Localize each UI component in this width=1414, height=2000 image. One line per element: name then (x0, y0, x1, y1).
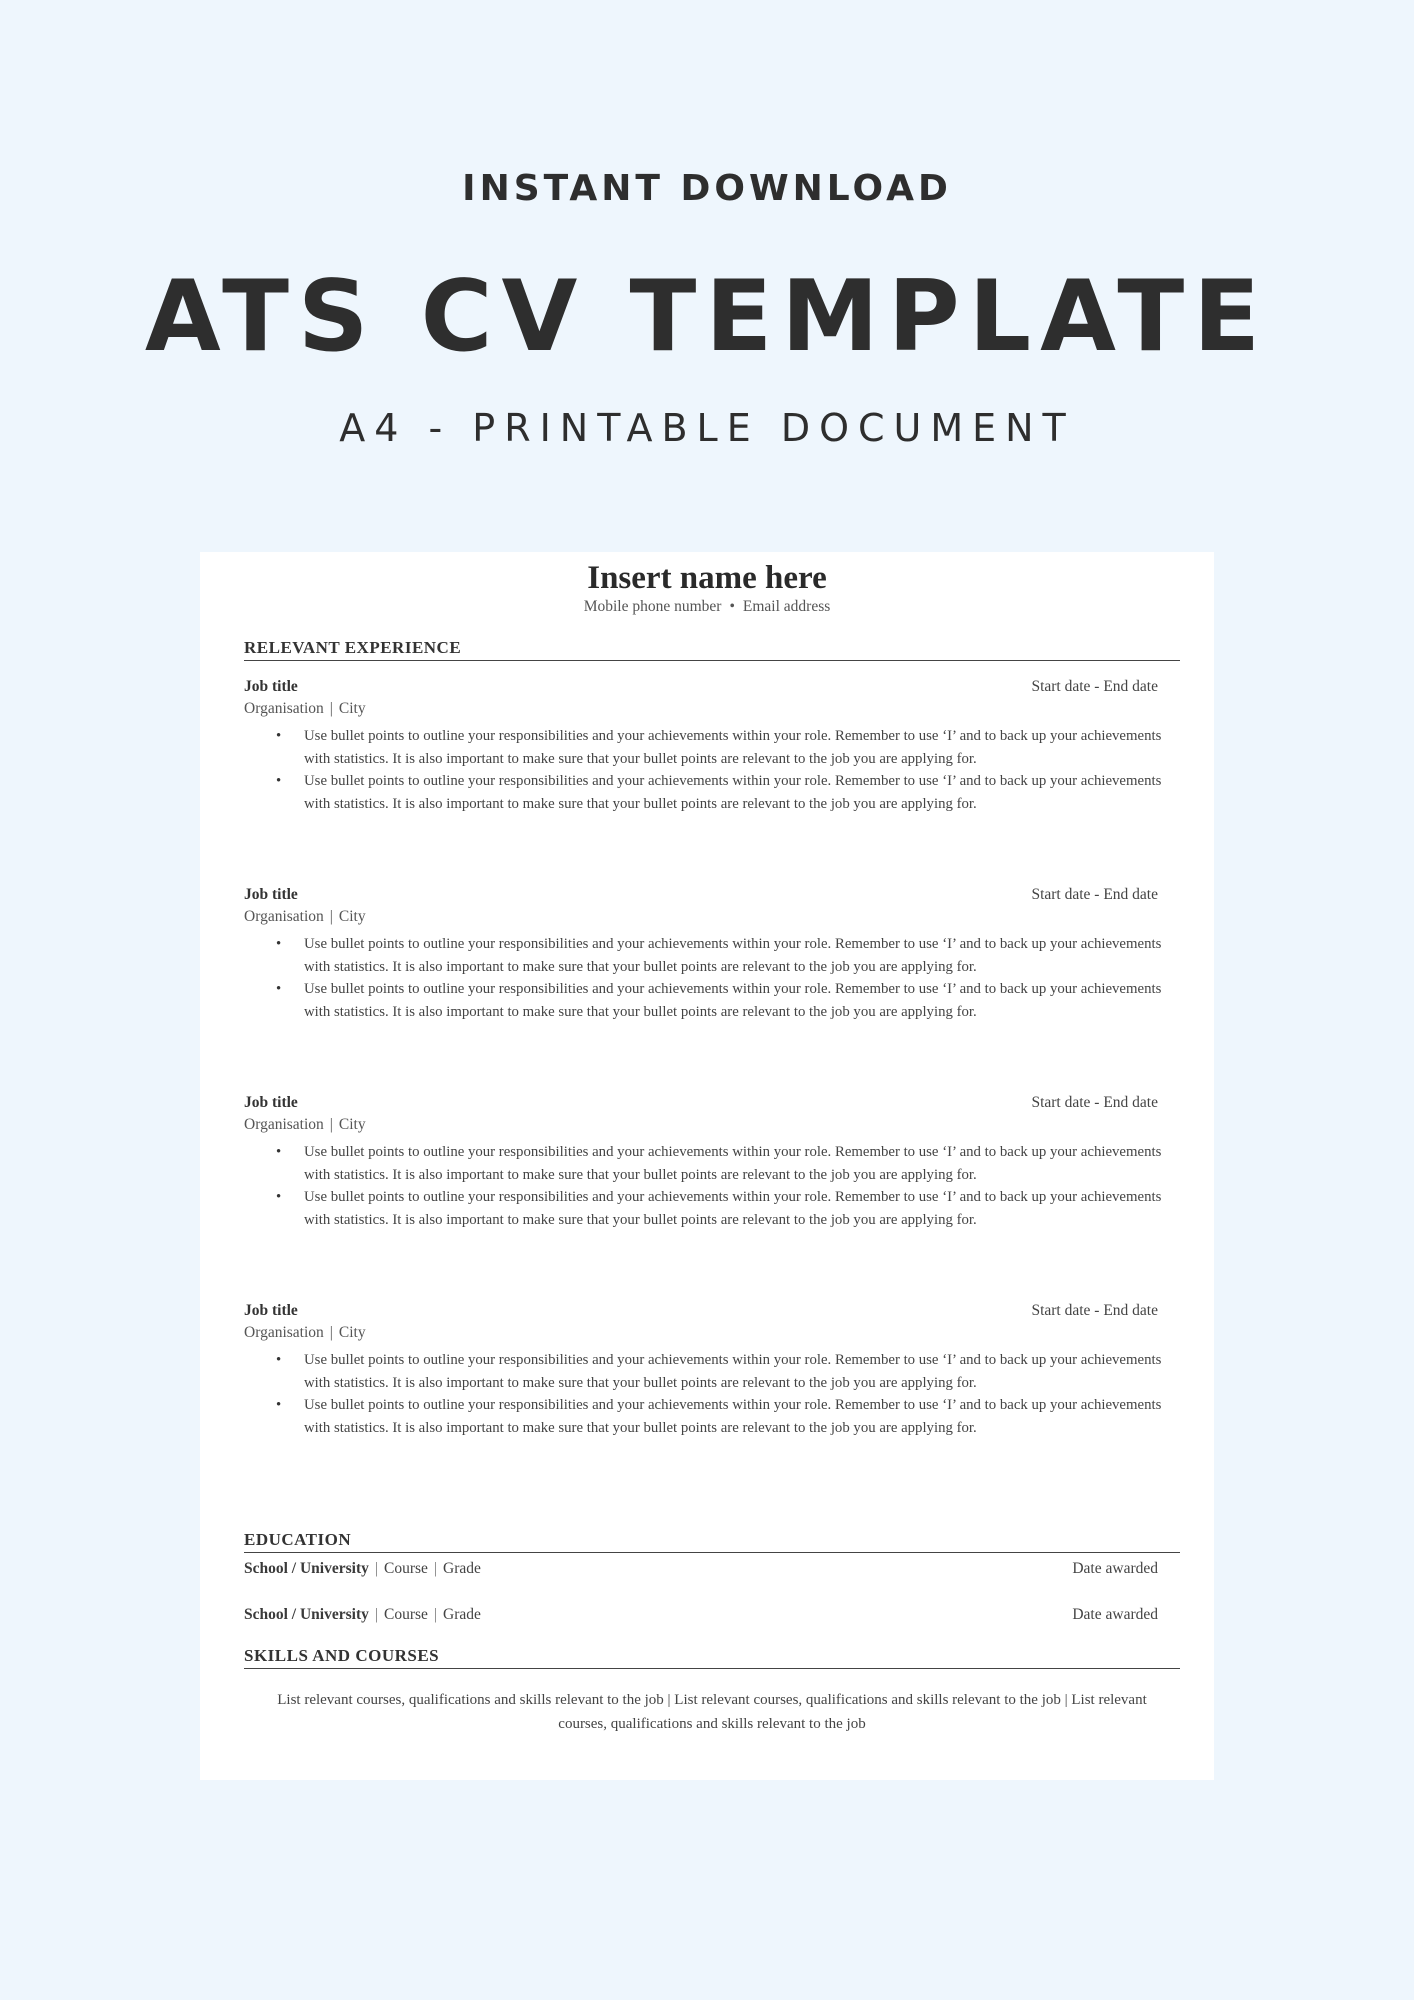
section-title-skills: SKILLS AND COURSES (244, 1646, 1180, 1669)
cv-contact-line (200, 598, 1214, 616)
education-row (244, 1560, 1180, 1578)
edu-course: Course (383, 1606, 428, 1623)
edu-date: Date awarded (1072, 1560, 1158, 1577)
job-dates: Start date - End date (1031, 1094, 1158, 1111)
job-title: Job title (244, 1302, 298, 1319)
job-bullet: • Use bullet points to outline your responsibilities and your achievements within your role. Remember to use ‘I’ and to back up your achievements with statistics. It is also important to make sure that your bullet points are relevant to the job you are applying for. (304, 1141, 1180, 1186)
job-org-separator: | (329, 1324, 333, 1341)
job-bullet: • Use bullet points to outline your responsibilities and your achievements within your role. Remember to use ‘I’ and to back up your achievements with statistics. It is also important to make sure that your bullet points are relevant to the job you are applying for. (304, 933, 1180, 978)
edu-school: School / University (244, 1560, 369, 1577)
edu-separator: | (374, 1606, 378, 1623)
cv-email: Email address (742, 598, 831, 615)
cv-contact-separator: • (729, 598, 735, 615)
job-bullets (244, 933, 1180, 1023)
promo-subtitle: A4 - PRINTABLE DOCUMENT (339, 406, 1075, 450)
job-title: Job title (244, 886, 298, 903)
edu-separator: | (433, 1560, 438, 1577)
promo-headline: ATS CV TEMPLATE (144, 260, 1270, 374)
job-city: City (338, 1324, 366, 1341)
education-row (244, 1606, 1180, 1624)
job-entry (244, 1094, 1180, 1231)
edu-date: Date awarded (1072, 1606, 1158, 1623)
job-city: City (338, 908, 366, 925)
job-organisation (244, 1324, 1180, 1342)
job-bullets (244, 1349, 1180, 1439)
job-city: City (338, 700, 366, 717)
job-org-separator: | (329, 1116, 333, 1133)
job-org-name: Organisation (244, 700, 324, 717)
skills-text: List relevant courses, qualifications and skills relevant to the job | List relevant courses, qualifications and skills relevant to the job | List relevant courses, qualifications and skills relevant to the job (277, 1692, 1147, 1732)
cv-name: Insert name here (587, 560, 827, 596)
edu-grade: Grade (443, 1606, 481, 1623)
job-dates: Start date - End date (1031, 886, 1158, 903)
job-bullets (244, 1141, 1180, 1231)
job-bullet: • Use bullet points to outline your responsibilities and your achievements within your role. Remember to use ‘I’ and to back up your achievements with statistics. It is also important to make sure that your bullet points are relevant to the job you are applying for. (304, 725, 1180, 770)
promo-kicker: INSTANT DOWNLOAD (462, 168, 952, 209)
job-org-separator: | (329, 908, 333, 925)
edu-separator: | (374, 1560, 378, 1577)
job-organisation (244, 908, 1180, 926)
edu-separator: | (433, 1606, 438, 1623)
job-bullet: • Use bullet points to outline your responsibilities and your achievements within your role. Remember to use ‘I’ and to back up your achievements with statistics. It is also important to make sure that your bullet points are relevant to the job you are applying for. (304, 1186, 1180, 1231)
job-org-name: Organisation (244, 1324, 324, 1341)
job-bullet: • Use bullet points to outline your responsibilities and your achievements within your role. Remember to use ‘I’ and to back up your achievements with statistics. It is also important to make sure that your bullet points are relevant to the job you are applying for. (304, 770, 1180, 815)
job-title: Job title (244, 1094, 298, 1111)
job-bullets (244, 725, 1180, 815)
job-dates: Start date - End date (1031, 678, 1158, 695)
job-entry (244, 678, 1180, 815)
edu-grade: Grade (443, 1560, 481, 1577)
edu-school: School / University (244, 1606, 369, 1623)
cv-phone: Mobile phone number (583, 598, 722, 615)
job-entry (244, 886, 1180, 1023)
job-organisation (244, 700, 1180, 718)
job-city: City (338, 1116, 366, 1133)
job-dates: Start date - End date (1031, 1302, 1158, 1319)
job-bullet: • Use bullet points to outline your responsibilities and your achievements within your role. Remember to use ‘I’ and to back up your achievements with statistics. It is also important to make sure that your bullet points are relevant to the job you are applying for. (304, 978, 1180, 1023)
job-org-name: Organisation (244, 908, 324, 925)
job-organisation (244, 1116, 1180, 1134)
section-title-experience: RELEVANT EXPERIENCE (244, 638, 1180, 661)
job-org-name: Organisation (244, 1116, 324, 1133)
job-bullet: • Use bullet points to outline your responsibilities and your achievements within your role. Remember to use ‘I’ and to back up your achievements with statistics. It is also important to make sure that your bullet points are relevant to the job you are applying for. (304, 1349, 1180, 1394)
job-bullet: • Use bullet points to outline your responsibilities and your achievements within your role. Remember to use ‘I’ and to back up your achievements with statistics. It is also important to make sure that your bullet points are relevant to the job you are applying for. (304, 1394, 1180, 1439)
section-title-education: EDUCATION (244, 1530, 1180, 1553)
edu-course: Course (383, 1560, 428, 1577)
job-org-separator: | (329, 700, 333, 717)
cv-document-preview (200, 552, 1214, 1780)
job-entry (244, 1302, 1180, 1439)
job-title: Job title (244, 678, 298, 695)
